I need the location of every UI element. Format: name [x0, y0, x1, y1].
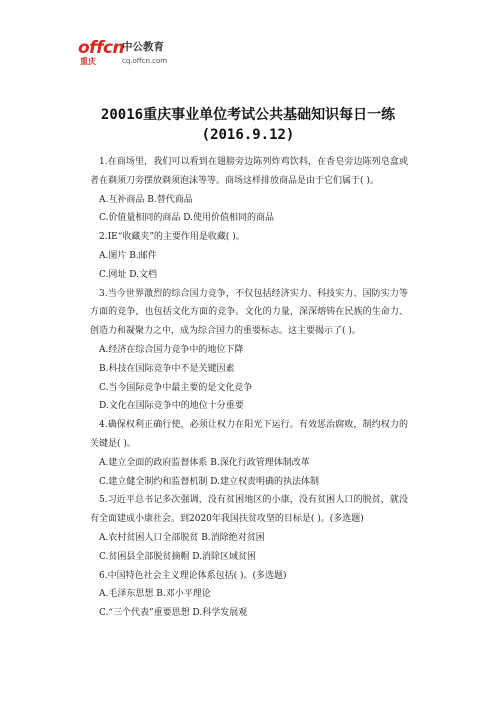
- question-4: 4.确保权利正确行使，必须让权力在阳光下运行。有效惩治腐败，制约权力的关键是( )。: [90, 420, 408, 449]
- question-1: 1.在商场里，我们可以看到在翅膀旁边陈列炸鸡饮料，在香皂旁边陈列皂盒或者在剃须刀旁摆放剃须泡沫等等。商场这样排放商品是由于它们属于( )。: [90, 157, 408, 186]
- option-line: D.文化在国际竞争中的地位十分重要: [99, 401, 244, 412]
- question-2: 2.IE“收藏夹”的主要作用是收藏( )。: [99, 232, 245, 243]
- option-line: A.毛泽东思想 B.邓小平理论: [99, 589, 211, 600]
- question-6: 6.中国特色社会主义理论体系包括( )。(多选题): [99, 570, 287, 581]
- document-title: 20016重庆事业单位考试公共基础知识每日一练: [100, 107, 396, 123]
- question-3: 3.当今世界激烈的综合国力竞争，不仅包括经济实力、科技实力、国防实力等方面的竞争，也包括文化方面的竞争。文化的力量，深深熔铸在民族的生命力、创造力和凝聚力之中，成为综合国力的重要标志。这主要揭示了( )。: [90, 288, 408, 337]
- option-line: C.贫困县全部脱贫摘帽 D.消除区域贫困: [99, 551, 257, 562]
- logo-url: cq.offcn.com: [122, 57, 168, 65]
- option-line: C.价值量相同的商品 D.使用价值相同的商品: [99, 213, 275, 224]
- option-line: A.建立全面的政府监督体系 B.深化行政管理体制改革: [99, 457, 310, 468]
- document-date: (2016.9.12): [201, 127, 295, 143]
- question-5: 5.习近平总书记多次强调，没有贫困地区的小康，没有贫困人口的脱贫，就没有全面建成小康社会。到2020年我国扶贫攻坚的目标是( )。(多选题): [90, 495, 408, 525]
- option-line: C.网址 D.文档: [99, 269, 158, 280]
- option-line: C.建立健全制约和监督机制 D.建立权责明确的执法体制: [99, 476, 320, 487]
- logo-mark: offcn: [78, 38, 125, 58]
- option-line: C.“三个代表”重要思想 D.科学发展观: [99, 608, 248, 619]
- option-line: A.图片 B.邮件: [99, 250, 157, 261]
- option-line: A.农村贫困人口全部脱贫 B.消除绝对贫困: [99, 532, 265, 543]
- offcn-logo: [78, 38, 198, 68]
- option-line: A.互补商品 B.替代商品: [99, 194, 193, 205]
- option-line: A.经济在综合国力竞争中的地位下降: [99, 344, 244, 355]
- document-body: [90, 153, 408, 623]
- option-line: B.科技在国际竞争中不是关键因素: [99, 363, 235, 374]
- logo-city: 重庆: [80, 57, 96, 66]
- logo-brand-name: 中公教育: [122, 41, 164, 53]
- option-line: C.当今国际竞争中最主要的是文化竞争: [99, 382, 253, 393]
